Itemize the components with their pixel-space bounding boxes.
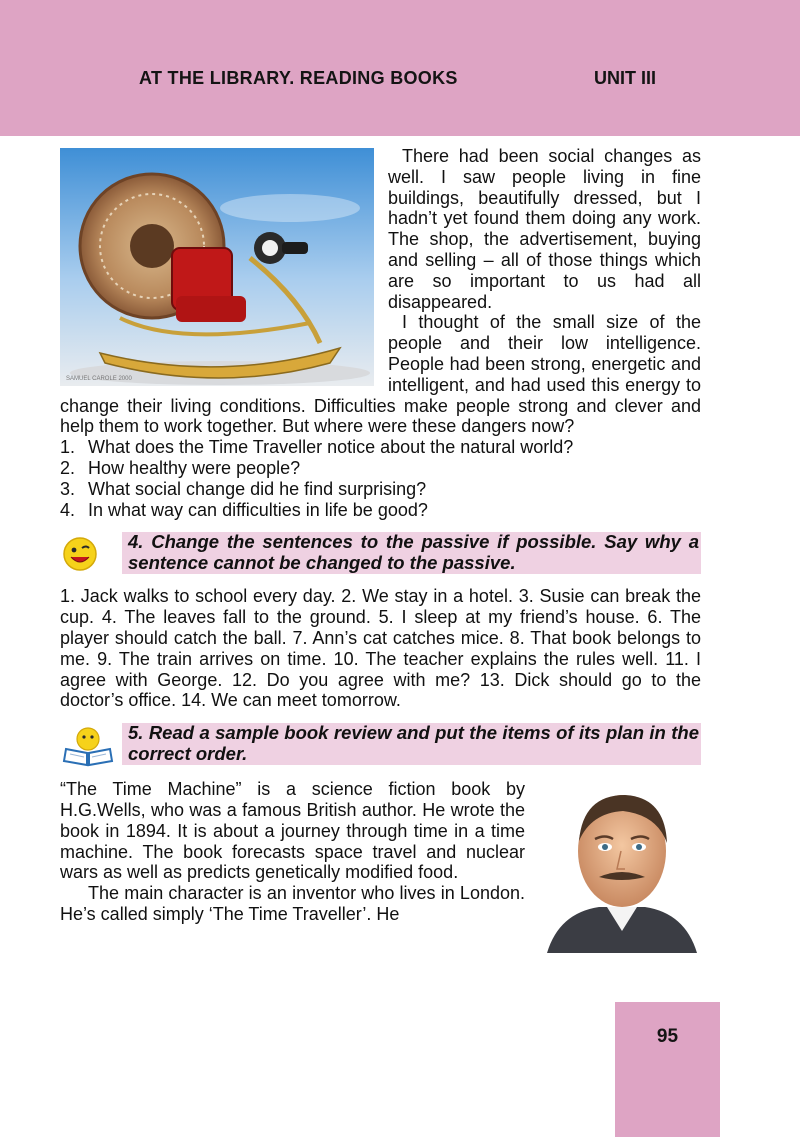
question-list (60, 437, 701, 520)
list-item (60, 479, 701, 500)
list-item (60, 500, 701, 521)
task-4-header (60, 532, 701, 576)
passage-paragraph-1: There had been social changes as well. I saw people living in fine buildings, beautifully dressed, but I hadn’t yet found them doing any work. The shop, the advertisement, buying and selling – all of those things which are so important to us had all disappeared. (388, 146, 701, 312)
question-text: What does the Time Traveller notice about the natural world? (88, 437, 574, 458)
review-paragraph-1: “The Time Machine” is a science fiction book by H.G.Wells, who was a famous British author. He wrote the book in 1894. It is about a journey through time in a time machine. The book forecasts space travel and nuclear wars as well as predicts genetically modified food. (60, 779, 525, 883)
illustration-signature: SAMUEL CAROLE 2000 (66, 376, 132, 382)
task-5-instruction: 5. Read a sample book review and put the items of its plan in the correct order. (122, 723, 701, 765)
task-4-instruction: 4. Change the sentences to the passive if possible. Say why a sentence cannot be changed to the passive. (122, 532, 701, 574)
page-header (0, 0, 800, 136)
page-number: 95 (656, 1026, 679, 1047)
passage-paragraph-2: I thought of the small size of the people and their low intelligence. People had been strong, energetic and intelligent, and had used this energy to change their living conditions. Difficulties make people strong and clever and help them to work together. But where were these dangers now? (60, 312, 701, 437)
unit-label: UNIT III (594, 68, 656, 88)
hg-wells-portrait (539, 781, 705, 953)
question-text: In what way can difficulties in life be good? (88, 499, 428, 520)
question-text: How healthy were people? (88, 457, 301, 478)
page-content (60, 146, 701, 953)
list-item (60, 458, 701, 479)
question-number: 2. (60, 457, 76, 478)
section-title: AT THE LIBRARY. READING BOOKS (139, 68, 458, 88)
list-item (60, 437, 701, 458)
reading-smiley-icon (60, 723, 122, 767)
task-5-header (60, 723, 701, 767)
task-4-sentences: 1. Jack walks to school every day. 2. We stay in a hotel. 3. Susie can break the cup. 4. The leaves fall to the ground. 5. I sleep at my friend’s house. 6. The player should catch the ball. 7. Ann’s cat catches mice. 8. That book belongs to me. 9. The train arrives on time. 10. The teacher explains the rules well. 11. I agree with George. 12. Do you agree with me? 13. Dick should go to the doctor’s office. 14. We can meet tomorrow. (60, 586, 701, 711)
review-paragraph-2: The main character is an inventor who lives in London. He’s called simply ‘The Time Traveller’. He (60, 883, 525, 924)
question-number: 4. (60, 499, 76, 520)
page-number-tab (615, 1002, 720, 1137)
question-number: 3. (60, 478, 76, 499)
question-text: What social change did he find surprising? (88, 478, 427, 499)
smiley-icon (60, 532, 122, 576)
time-machine-illustration (60, 148, 374, 386)
question-number: 1. (60, 437, 76, 458)
